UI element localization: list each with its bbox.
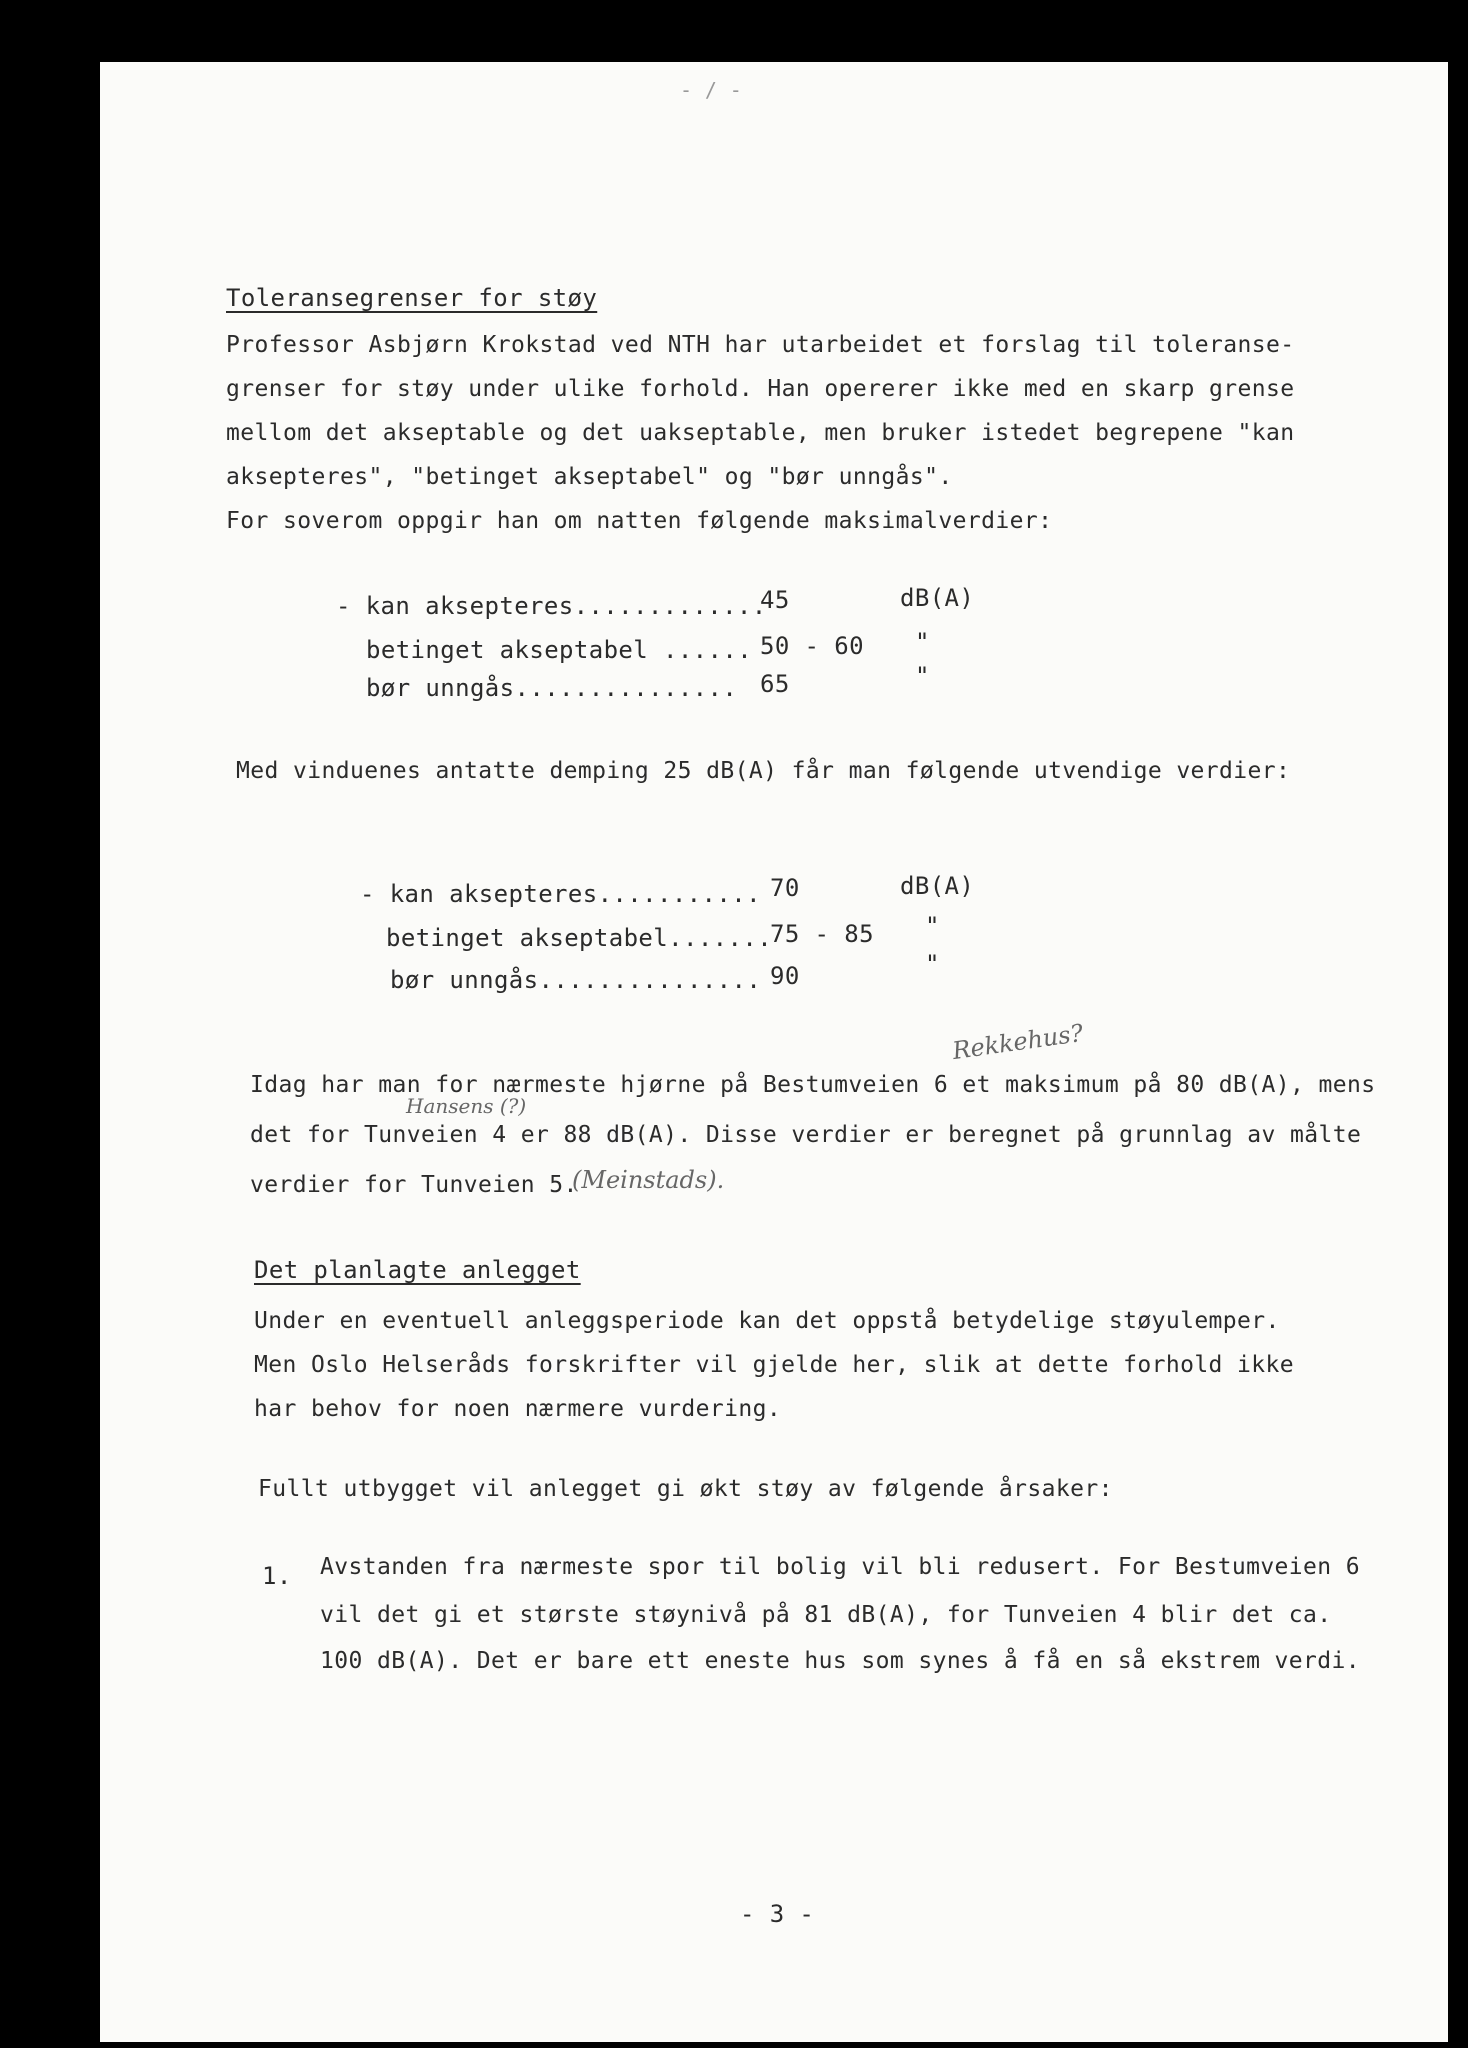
list-item-line: Avstanden fra nærmeste spor til bolig vil bli redusert. For Bestumveien 6 <box>320 1554 1361 1580</box>
table-row-unit: " <box>925 950 940 978</box>
handwritten-annotation: Rekkehus? <box>950 1018 1085 1066</box>
table-row-unit: " <box>925 912 940 940</box>
page-number: - 3 - <box>740 1900 815 1928</box>
table-row-label: - kan aksepteres............. <box>336 592 767 620</box>
paragraph-line: det for Tunveien 4 er 88 dB(A). Disse verdier er beregnet på grunnlag av målte <box>250 1122 1362 1148</box>
paragraph-line: Idag har man for nærmeste hjørne på Bestumveien 6 et maksimum på 80 dB(A), mens <box>250 1072 1376 1098</box>
table-row-label: betinget akseptabel....... <box>386 924 773 952</box>
paragraph-line: Men Oslo Helseråds forskrifter vil gjelde her, slik at dette forhold ikke <box>254 1352 1295 1378</box>
table-row-label: - kan aksepteres........... <box>360 880 761 908</box>
table-row-value: 45 <box>760 586 790 614</box>
paragraph-line: mellom det akseptable og det uakseptable, men bruker istedet begrepene "kan <box>226 420 1295 446</box>
table-row-unit: dB(A) <box>900 872 975 900</box>
handwritten-annotation: Hansens (?) <box>406 1094 527 1118</box>
list-item-line: vil det gi et største støynivå på 81 dB(A), for Tunveien 4 blir det ca. <box>320 1602 1332 1628</box>
paragraph-line: verdier for Tunveien 5. <box>250 1172 578 1198</box>
paragraph-line: Fullt utbygget vil anlegget gi økt støy av følgende årsaker: <box>258 1476 1113 1502</box>
document-page <box>100 62 1448 2042</box>
table-row-label: bør unngås............... <box>366 674 738 702</box>
handwritten-annotation: (Meinstads). <box>572 1166 725 1194</box>
table-row-unit: " <box>915 628 930 656</box>
table-row-label: bør unngås............... <box>390 966 762 994</box>
table-row-unit: " <box>915 662 930 690</box>
section-heading-planned-facility: Det planlagte anlegget <box>254 1256 581 1284</box>
table-row-label: betinget akseptabel ...... <box>366 636 753 664</box>
table-row-value: 70 <box>770 874 800 902</box>
paragraph-line: Professor Asbjørn Krokstad ved NTH har utarbeidet et forslag til toleranse- <box>226 332 1295 358</box>
paragraph-line: For soverom oppgir han om natten følgende maksimalverdier: <box>226 508 1053 534</box>
list-item-number: 1. <box>262 1562 292 1590</box>
table-row-value: 90 <box>770 962 800 990</box>
paragraph-line: grenser for støy under ulike forhold. Han opererer ikke med en skarp grense <box>226 376 1295 402</box>
list-item-line: 100 dB(A). Det er bare ett eneste hus som synes å få en så ekstrem verdi. <box>320 1648 1361 1674</box>
paragraph-line: aksepteres", "betinget akseptabel" og "bør unngås". <box>226 464 953 490</box>
paragraph-line: Under en eventuell anleggsperiode kan det oppstå betydelige støyulemper. <box>254 1308 1280 1334</box>
table-row-unit: dB(A) <box>900 584 975 612</box>
paragraph-line: har behov for noen nærmere vurdering. <box>254 1396 782 1422</box>
table-row-value: 75 - 85 <box>770 920 874 948</box>
paragraph-line: Med vinduenes antatte demping 25 dB(A) får man følgende utvendige verdier: <box>236 758 1291 784</box>
top-mark: - / - <box>680 78 743 102</box>
table-row-value: 65 <box>760 670 790 698</box>
table-row-value: 50 - 60 <box>760 632 864 660</box>
section-heading-tolerance-limits: Toleransegrenser for støy <box>226 284 598 312</box>
